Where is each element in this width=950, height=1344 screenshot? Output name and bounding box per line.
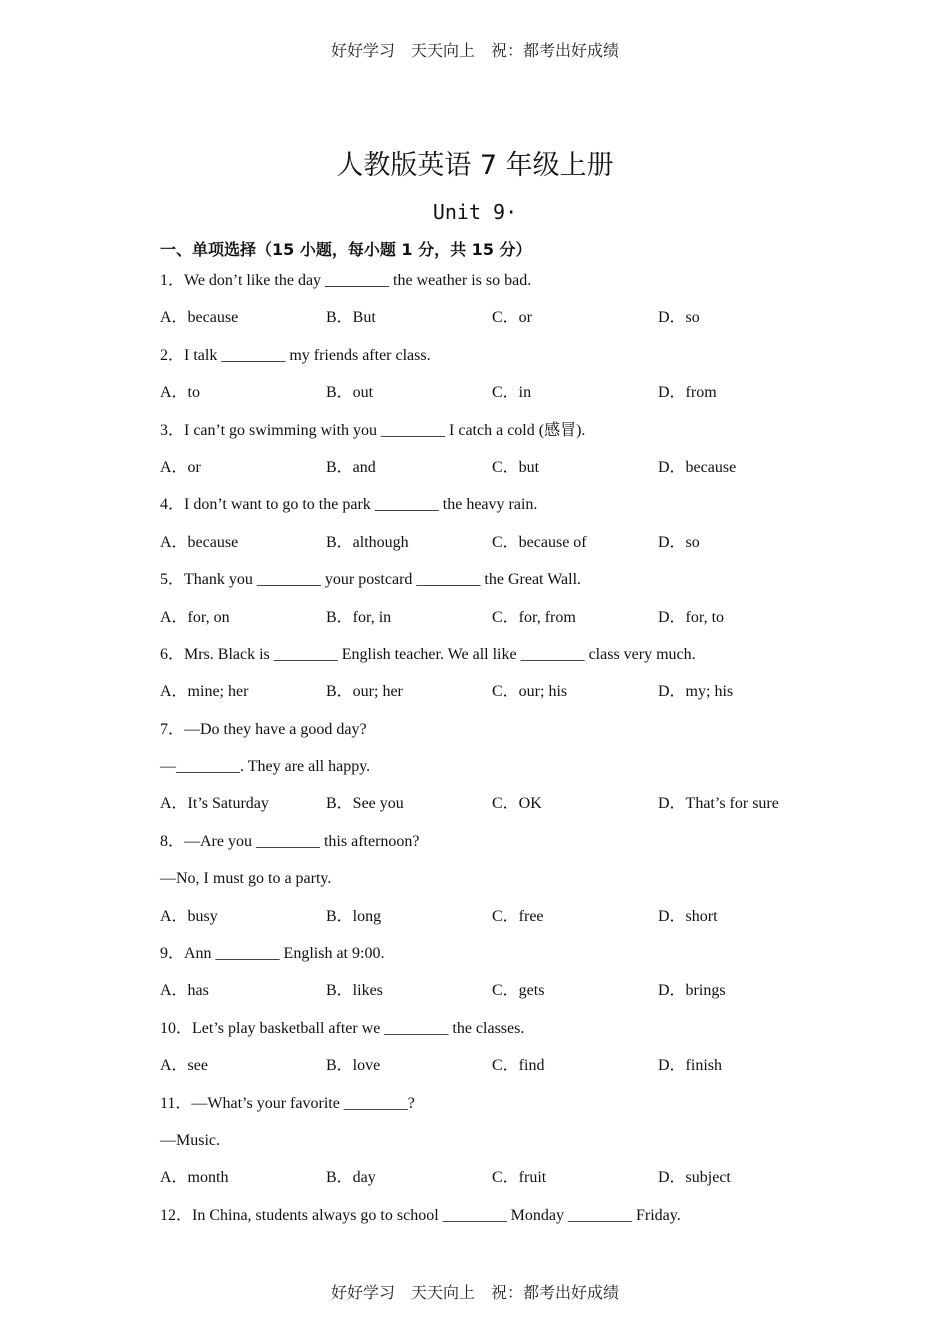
option-a[interactable]: A．to: [160, 384, 201, 402]
document-title: 人教版英语 7 年级上册: [336, 150, 614, 181]
option-b[interactable]: B．and: [326, 458, 376, 476]
question-stem: 7．—Do they have a good day?: [160, 720, 367, 738]
answer-options: [160, 524, 840, 561]
question-6: [160, 636, 840, 711]
option-d[interactable]: D．so: [658, 309, 700, 327]
option-c[interactable]: C．because of: [492, 533, 587, 551]
option-d[interactable]: D．because: [658, 458, 737, 476]
option-b[interactable]: B．likes: [326, 982, 383, 1000]
question-5: [160, 561, 840, 636]
option-a[interactable]: A．month: [160, 1169, 229, 1187]
option-b[interactable]: B．But: [326, 309, 376, 327]
option-c[interactable]: C．or: [492, 309, 533, 327]
question-11: [160, 1085, 840, 1197]
option-a[interactable]: A．or: [160, 458, 201, 476]
option-a[interactable]: A．has: [160, 982, 209, 1000]
option-c[interactable]: C．in: [492, 384, 532, 402]
option-c[interactable]: C．OK: [492, 795, 542, 813]
option-c[interactable]: C．find: [492, 1057, 545, 1075]
answer-options: [160, 1159, 840, 1196]
option-a[interactable]: A．because: [160, 309, 239, 327]
question-stem: 6．Mrs. Black is ________ English teacher. We all like ________ class very much.: [160, 645, 696, 663]
question-3: [160, 412, 840, 487]
option-a[interactable]: A．for, on: [160, 608, 230, 626]
option-b[interactable]: B．See you: [326, 795, 404, 813]
option-b[interactable]: B．for, in: [326, 608, 392, 626]
question-8: [160, 823, 840, 935]
option-a[interactable]: A．mine; her: [160, 683, 249, 701]
question-12: [160, 1197, 840, 1234]
question-stem: 12．In China, students always go to school ________ Monday ________ Friday.: [160, 1206, 681, 1224]
page-header: 好好学习 天天向上 祝：都考出好成绩: [330, 41, 619, 60]
question-stem: 8．—Are you ________ this afternoon?: [160, 832, 420, 850]
answer-options: [160, 785, 840, 822]
question-stem: 3．I can’t go swimming with you ________ I catch a cold (感冒).: [160, 421, 586, 439]
option-d[interactable]: D．from: [658, 384, 717, 402]
unit-subtitle: Unit 9·: [432, 200, 518, 224]
option-c[interactable]: C．fruit: [492, 1169, 547, 1187]
option-c[interactable]: C．for, from: [492, 608, 576, 626]
option-d[interactable]: D．finish: [658, 1057, 723, 1075]
section-title: 一、单项选择（15 小题，每小题 1 分，共 15 分）: [160, 240, 532, 259]
option-b[interactable]: B．out: [326, 384, 374, 402]
option-a[interactable]: A．because: [160, 533, 239, 551]
question-4: [160, 486, 840, 561]
question-2: [160, 337, 840, 412]
question-list: [160, 262, 840, 1234]
option-d[interactable]: D．brings: [658, 982, 726, 1000]
question-stem: 2．I talk ________ my friends after class.: [160, 346, 431, 364]
option-c[interactable]: C．free: [492, 907, 544, 925]
question-stem: 10．Let’s play basketball after we ________ the classes.: [160, 1019, 525, 1037]
option-d[interactable]: D．short: [658, 907, 718, 925]
option-d[interactable]: D．That’s for sure: [658, 795, 779, 813]
question-7: [160, 711, 840, 823]
answer-options: [160, 1047, 840, 1084]
question-10: [160, 1010, 840, 1085]
question-stem: 9．Ann ________ English at 9:00.: [160, 945, 385, 963]
option-d[interactable]: D．so: [658, 533, 700, 551]
option-d[interactable]: D．for, to: [658, 608, 725, 626]
question-dialogue-line: —Music.: [160, 1131, 220, 1149]
question-dialogue-line: —No, I must go to a party.: [160, 870, 332, 888]
answer-options: [160, 449, 840, 486]
question-stem: 11．—What’s your favorite ________?: [160, 1094, 415, 1112]
answer-options: [160, 299, 840, 336]
answer-options: [160, 898, 840, 935]
question-stem: 1．We don’t like the day ________ the weather is so bad.: [160, 272, 532, 289]
option-a[interactable]: A．It’s Saturday: [160, 795, 269, 813]
option-b[interactable]: B．our; her: [326, 683, 403, 701]
option-b[interactable]: B．love: [326, 1057, 381, 1075]
option-d[interactable]: D．my; his: [658, 683, 734, 701]
option-b[interactable]: B．day: [326, 1169, 376, 1187]
question-stem: 5．Thank you ________ your postcard ________ the Great Wall.: [160, 571, 582, 589]
question-9: [160, 935, 840, 1010]
answer-options: [160, 673, 840, 710]
option-c[interactable]: C．gets: [492, 982, 545, 1000]
option-a[interactable]: A．see: [160, 1057, 208, 1075]
option-d[interactable]: D．subject: [658, 1169, 731, 1187]
option-b[interactable]: B．although: [326, 533, 409, 551]
page-footer: 好好学习 天天向上 祝：都考出好成绩: [330, 1283, 619, 1302]
option-a[interactable]: A．busy: [160, 907, 218, 925]
answer-options: [160, 599, 840, 636]
option-c[interactable]: C．but: [492, 458, 540, 476]
option-b[interactable]: B．long: [326, 907, 382, 925]
option-c[interactable]: C．our; his: [492, 683, 568, 701]
question-1: [160, 262, 840, 337]
question-stem: 4．I don’t want to go to the park ________ the heavy rain.: [160, 496, 538, 514]
answer-options: [160, 374, 840, 411]
answer-options: [160, 972, 840, 1009]
question-dialogue-line: —________. They are all happy.: [160, 758, 371, 776]
